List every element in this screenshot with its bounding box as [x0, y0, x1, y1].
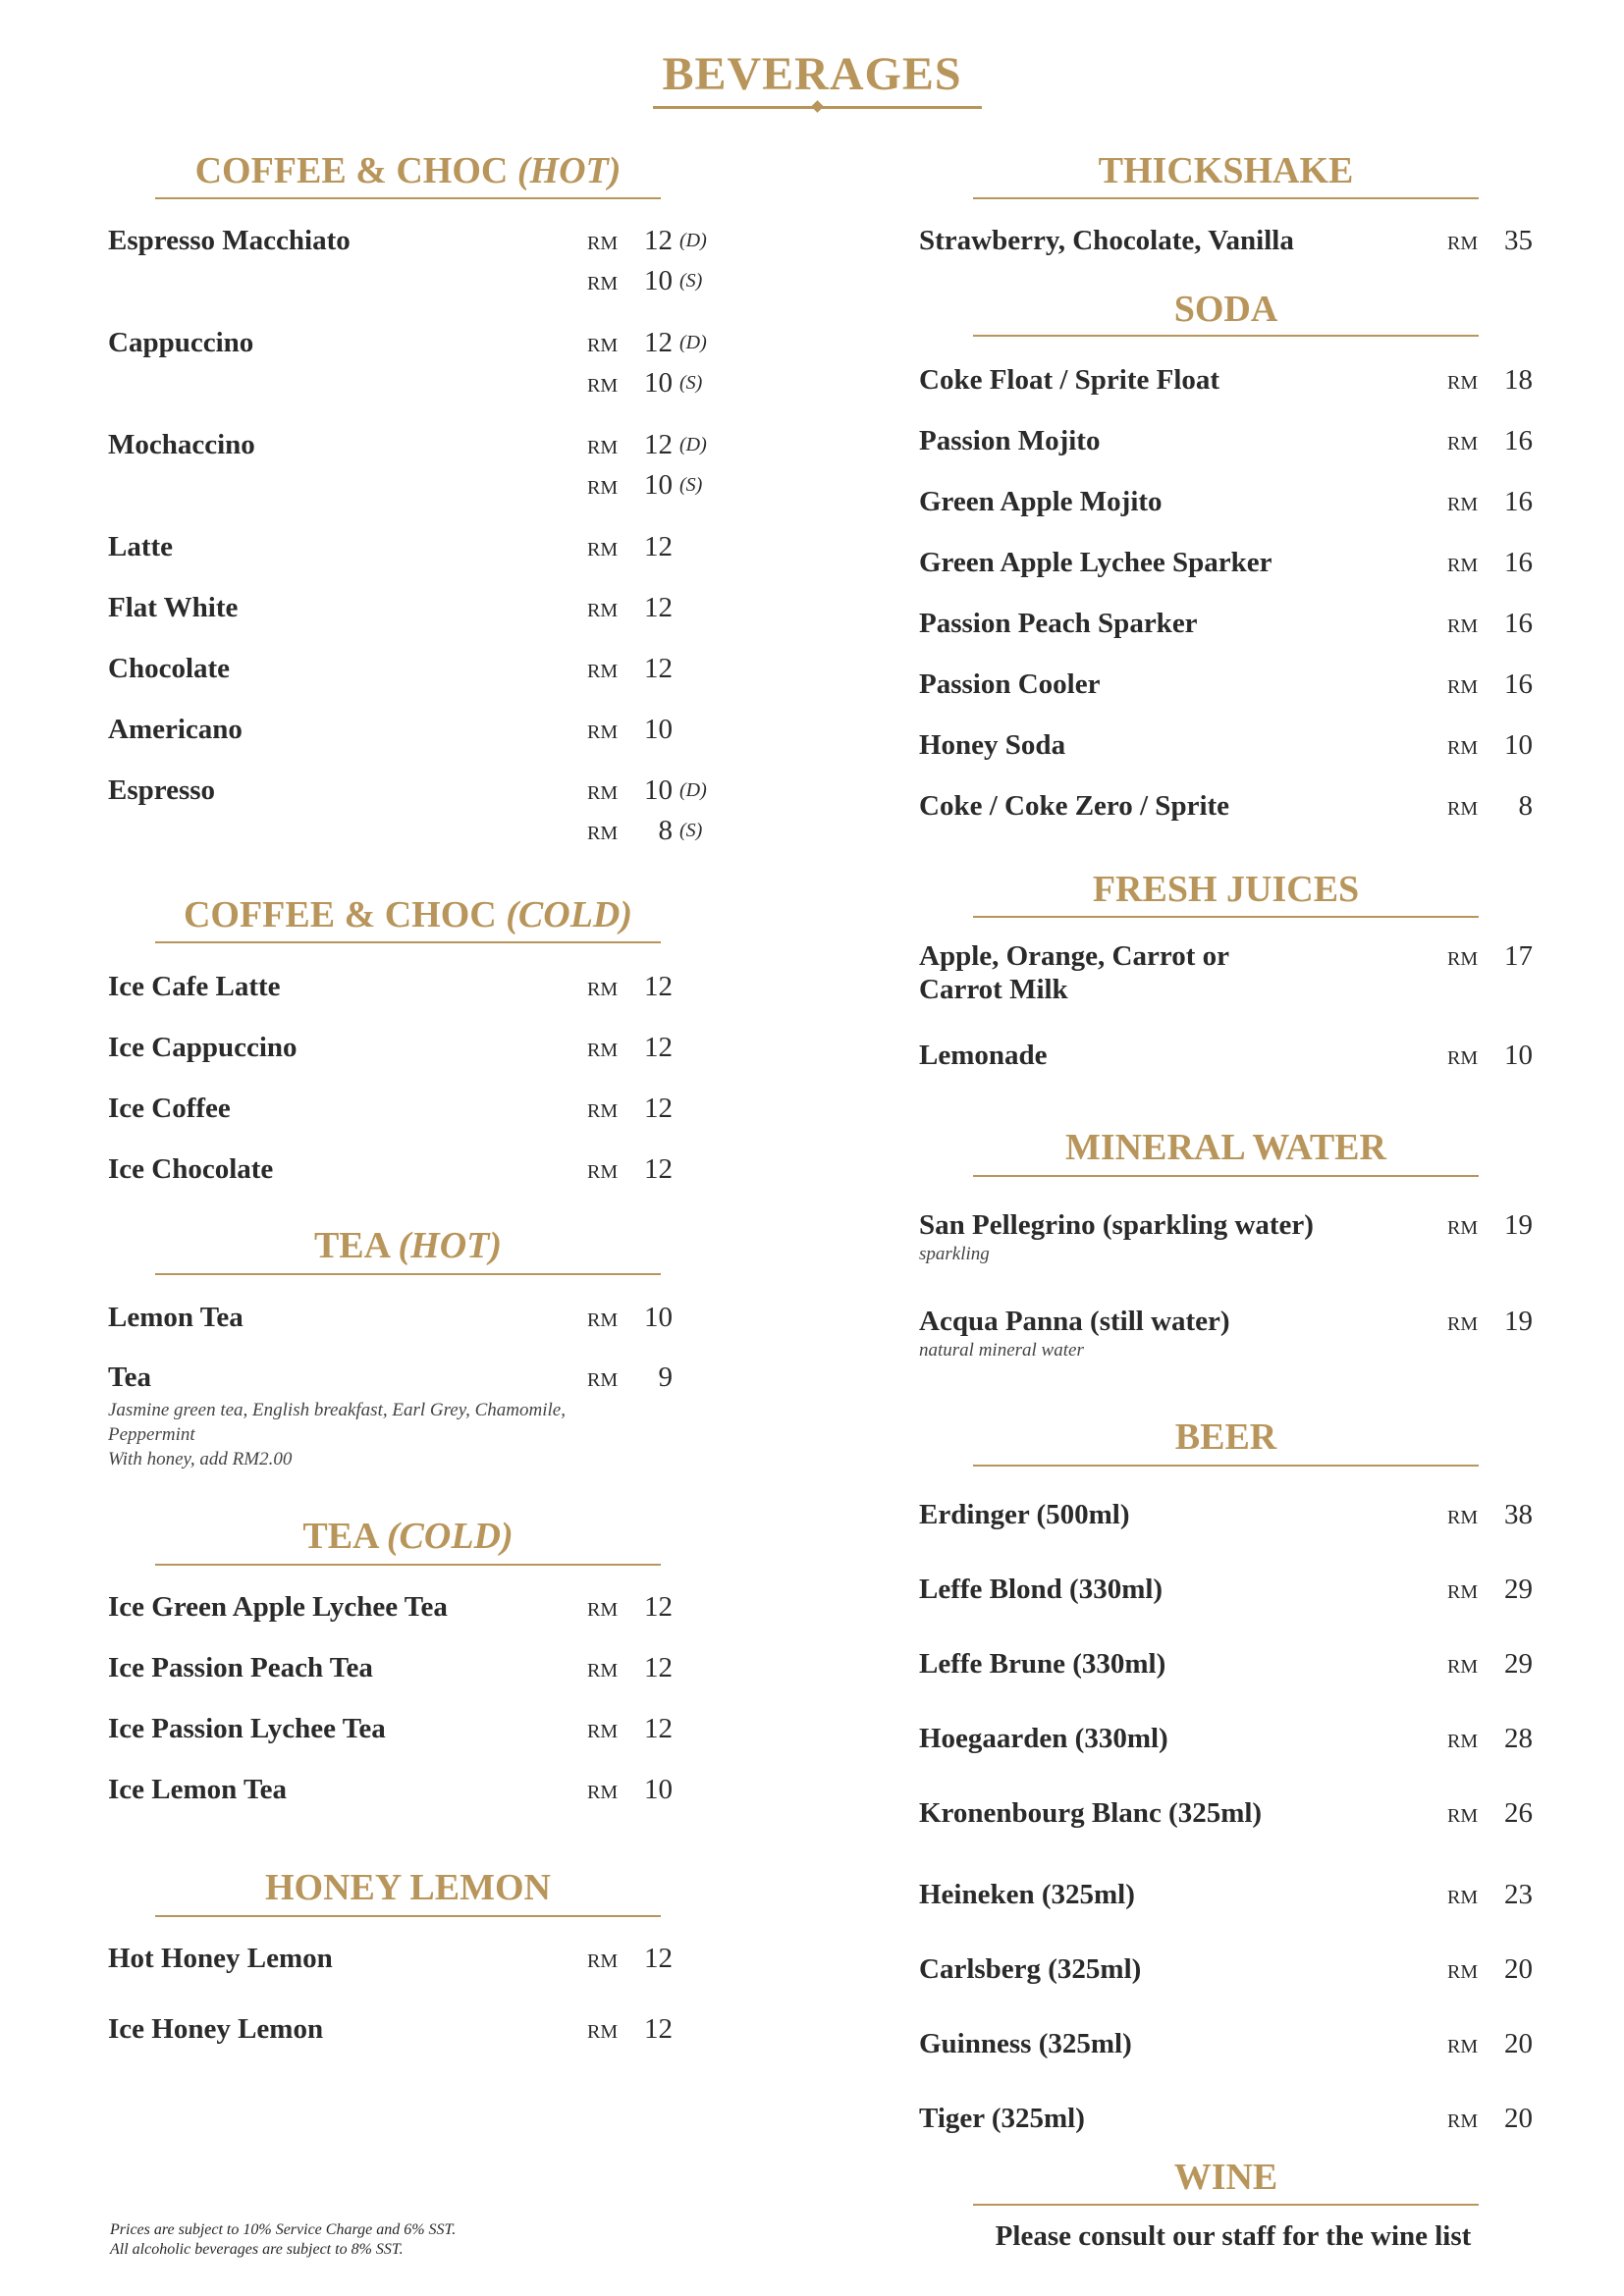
item-name: Honey Soda: [919, 729, 1066, 761]
item-price: 16: [1504, 608, 1533, 639]
currency-label: RM: [1447, 1961, 1479, 1983]
item-price: 12: [644, 531, 673, 562]
item-description: With honey, add RM2.00: [108, 1449, 293, 1469]
item-price: 8: [658, 815, 673, 846]
section-divider: [973, 197, 1479, 199]
item-price: 12: [644, 653, 673, 684]
section-heading-wine: WINE: [1173, 2157, 1278, 2198]
currency-label: RM: [587, 661, 619, 682]
currency-label: RM: [1447, 2110, 1479, 2132]
item-name: Acqua Panna (still water): [919, 1306, 1230, 1337]
item-name: Ice Honey Lemon: [108, 2013, 324, 2045]
item-name: Ice Passion Lychee Tea: [108, 1713, 386, 1744]
item-price: 10: [644, 1302, 673, 1333]
item-name: Strawberry, Chocolate, Vanilla: [919, 225, 1294, 256]
footnote-alcohol-tax: All alcoholic beverages are subject to 8% SST.: [110, 2241, 404, 2258]
item-name: Green Apple Mojito: [919, 486, 1163, 517]
item-name: Passion Mojito: [919, 425, 1101, 456]
item-price: 29: [1504, 1648, 1533, 1680]
item-price: 12: [644, 971, 673, 1002]
item-name: Espresso Macchiato: [108, 225, 351, 256]
currency-label: RM: [587, 1721, 619, 1742]
item-price: 10: [644, 265, 673, 296]
size-label: (D): [679, 332, 707, 353]
currency-label: RM: [1447, 1047, 1479, 1069]
currency-label: RM: [587, 1309, 619, 1331]
item-price: 12: [644, 327, 673, 358]
section-divider: [973, 1465, 1479, 1467]
item-price: 12: [644, 1032, 673, 1063]
section-heading-tea-hot: TEA (HOT): [313, 1225, 503, 1266]
item-price: 19: [1504, 1306, 1533, 1337]
currency-label: RM: [587, 600, 619, 621]
item-name: Latte: [108, 531, 174, 562]
currency-label: RM: [587, 1782, 619, 1803]
currency-label: RM: [587, 1599, 619, 1621]
item-name: Apple, Orange, Carrot or: [919, 940, 1229, 972]
item-name: Ice Chocolate: [108, 1153, 274, 1185]
item-name: Espresso: [108, 774, 216, 806]
item-price: 9: [658, 1362, 673, 1393]
item-price: 12: [644, 592, 673, 623]
item-description: Jasmine green tea, English breakfast, Earl Grey, Chamomile,: [108, 1400, 566, 1420]
item-price: 29: [1504, 1574, 1533, 1605]
item-name: Flat White: [108, 592, 239, 623]
currency-label: RM: [587, 1161, 619, 1183]
item-price: 35: [1504, 225, 1533, 256]
currency-label: RM: [587, 233, 619, 254]
item-price: 16: [1504, 486, 1533, 517]
footnote-service-charge: Prices are subject to 10% Service Charge and 6% SST.: [110, 2221, 457, 2238]
currency-label: RM: [587, 823, 619, 844]
page-title: BEVERAGES: [662, 48, 962, 100]
currency-label: RM: [1447, 1887, 1479, 1908]
item-name: Mochaccino: [108, 429, 255, 460]
item-description: sparkling: [919, 1244, 990, 1264]
item-price: 10: [644, 367, 673, 399]
title-diamond-ornament: [811, 100, 824, 113]
section-heading-fresh-juices: FRESH JUICES: [1092, 869, 1360, 910]
currency-label: RM: [1447, 1581, 1479, 1603]
currency-label: RM: [587, 1950, 619, 1972]
item-price: 20: [1504, 2103, 1533, 2134]
item-name: Erdinger (500ml): [919, 1499, 1130, 1530]
currency-label: RM: [587, 1040, 619, 1061]
section-divider: [973, 916, 1479, 918]
item-name: Hoegaarden (330ml): [919, 1723, 1168, 1754]
item-name: Guinness (325ml): [919, 2028, 1132, 2059]
item-price: 12: [644, 429, 673, 460]
item-price: 12: [644, 1153, 673, 1185]
item-name: Tiger (325ml): [919, 2103, 1085, 2134]
section-divider: [155, 1273, 661, 1275]
item-name: Chocolate: [108, 653, 231, 684]
currency-label: RM: [1447, 2036, 1479, 2057]
currency-label: RM: [587, 721, 619, 743]
item-price: 28: [1504, 1723, 1533, 1754]
currency-label: RM: [1447, 1731, 1479, 1752]
currency-label: RM: [587, 477, 619, 499]
section-heading-coffee-hot: COFFEE & CHOC (HOT): [194, 150, 622, 191]
item-price: 17: [1504, 940, 1533, 972]
item-price: 12: [644, 1652, 673, 1683]
size-label: (S): [679, 474, 703, 496]
currency-label: RM: [1447, 372, 1479, 394]
size-label: (D): [679, 434, 707, 455]
section-heading-tea-cold: TEA (COLD): [302, 1516, 514, 1557]
item-name: Ice Cappuccino: [108, 1032, 298, 1063]
section-divider: [973, 335, 1479, 337]
currency-label: RM: [587, 1100, 619, 1122]
currency-label: RM: [587, 375, 619, 397]
currency-label: RM: [587, 2021, 619, 2043]
currency-label: RM: [1447, 1805, 1479, 1827]
item-price: 19: [1504, 1209, 1533, 1241]
currency-label: RM: [1447, 798, 1479, 820]
item-name: Ice Coffee: [108, 1093, 231, 1124]
item-price: 10: [644, 714, 673, 745]
currency-label: RM: [1447, 1656, 1479, 1678]
item-price: 12: [644, 225, 673, 256]
section-divider: [155, 197, 661, 199]
section-divider: [155, 941, 661, 943]
size-label: (S): [679, 270, 703, 292]
currency-label: RM: [587, 335, 619, 356]
item-price: 20: [1504, 2028, 1533, 2059]
section-divider: [973, 2204, 1479, 2206]
item-name: Ice Cafe Latte: [108, 971, 281, 1002]
item-name: Leffe Brune (330ml): [919, 1648, 1166, 1680]
item-price: 8: [1518, 790, 1533, 822]
item-name: Ice Green Apple Lychee Tea: [108, 1591, 448, 1623]
item-name: Green Apple Lychee Sparker: [919, 547, 1272, 578]
wine-list-note: Please consult our staff for the wine list: [995, 2220, 1472, 2252]
currency-label: RM: [587, 1660, 619, 1682]
currency-label: RM: [1447, 494, 1479, 515]
currency-label: RM: [1447, 615, 1479, 637]
item-name: Ice Passion Peach Tea: [108, 1652, 373, 1683]
section-divider: [973, 1175, 1479, 1177]
item-price: 12: [644, 1943, 673, 1974]
currency-label: RM: [587, 273, 619, 294]
item-name: Tea: [108, 1362, 152, 1393]
currency-label: RM: [1447, 1217, 1479, 1239]
item-name: Passion Cooler: [919, 668, 1101, 700]
item-name: Lemon Tea: [108, 1302, 244, 1333]
currency-label: RM: [1447, 555, 1479, 576]
item-price: 10: [1504, 1040, 1533, 1071]
item-price: 26: [1504, 1797, 1533, 1829]
section-heading-beer: BEER: [1174, 1416, 1277, 1458]
section-heading-coffee-cold: COFFEE & CHOC (COLD): [183, 894, 633, 935]
item-price: 23: [1504, 1879, 1533, 1910]
item-price: 10: [644, 469, 673, 501]
item-name: Americano: [108, 714, 243, 745]
item-price: 20: [1504, 1953, 1533, 1985]
size-label: (S): [679, 372, 703, 394]
item-name: Passion Peach Sparker: [919, 608, 1198, 639]
item-price: 12: [644, 2013, 673, 2045]
currency-label: RM: [587, 437, 619, 458]
section-heading-soda: SODA: [1173, 289, 1278, 330]
currency-label: RM: [1447, 1313, 1479, 1335]
item-price: 12: [644, 1591, 673, 1623]
item-price: 10: [1504, 729, 1533, 761]
currency-label: RM: [1447, 233, 1479, 254]
currency-label: RM: [587, 979, 619, 1000]
item-price: 38: [1504, 1499, 1533, 1530]
item-name: Lemonade: [919, 1040, 1048, 1071]
item-price: 10: [644, 1774, 673, 1805]
item-name: Heineken (325ml): [919, 1879, 1135, 1910]
size-label: (D): [679, 779, 707, 801]
section-heading-thickshake: THICKSHAKE: [1098, 150, 1354, 191]
item-price: 12: [644, 1093, 673, 1124]
currency-label: RM: [587, 539, 619, 561]
item-name: Coke / Coke Zero / Sprite: [919, 790, 1230, 822]
item-name: Hot Honey Lemon: [108, 1943, 333, 1974]
item-price: 12: [644, 1713, 673, 1744]
item-description: Peppermint: [108, 1424, 195, 1445]
currency-label: RM: [1447, 676, 1479, 698]
currency-label: RM: [1447, 1507, 1479, 1528]
item-name: Cappuccino: [108, 327, 254, 358]
item-price: 16: [1504, 425, 1533, 456]
item-price: 16: [1504, 547, 1533, 578]
currency-label: RM: [587, 782, 619, 804]
item-name-line2: Carrot Milk: [919, 974, 1068, 1005]
currency-label: RM: [1447, 433, 1479, 454]
section-divider: [155, 1564, 661, 1566]
item-description: natural mineral water: [919, 1340, 1084, 1361]
item-name: Carlsberg (325ml): [919, 1953, 1142, 1985]
item-name: Ice Lemon Tea: [108, 1774, 288, 1805]
section-divider: [155, 1915, 661, 1917]
item-name: Kronenbourg Blanc (325ml): [919, 1797, 1263, 1829]
item-price: 18: [1504, 364, 1533, 396]
item-name: Coke Float / Sprite Float: [919, 364, 1220, 396]
item-name: Leffe Blond (330ml): [919, 1574, 1164, 1605]
item-price: 10: [644, 774, 673, 806]
section-heading-mineral-water: MINERAL WATER: [1065, 1127, 1386, 1168]
size-label: (S): [679, 820, 703, 841]
item-name: San Pellegrino (sparkling water): [919, 1209, 1314, 1241]
section-heading-honey-lemon: HONEY LEMON: [265, 1867, 551, 1908]
currency-label: RM: [587, 1369, 619, 1391]
item-price: 16: [1504, 668, 1533, 700]
currency-label: RM: [1447, 948, 1479, 970]
currency-label: RM: [1447, 737, 1479, 759]
size-label: (D): [679, 230, 707, 251]
